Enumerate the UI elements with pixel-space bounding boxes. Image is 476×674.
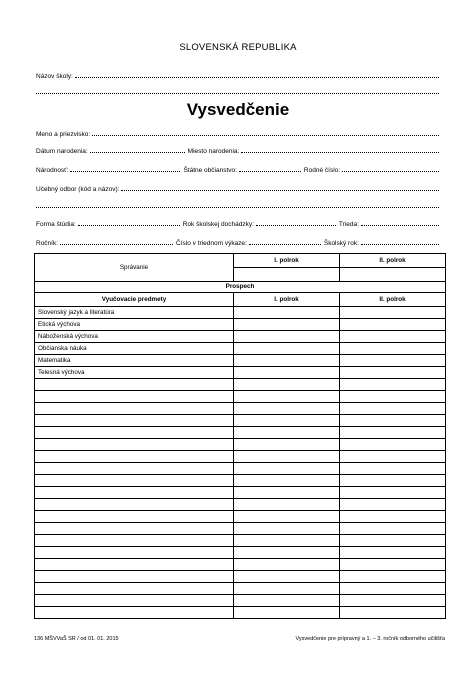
subject-first-half-grade[interactable] bbox=[234, 475, 340, 487]
subject-second-half-grade[interactable] bbox=[340, 343, 446, 355]
subject-name[interactable] bbox=[35, 535, 234, 547]
subject-first-half-grade[interactable] bbox=[234, 511, 340, 523]
subject-row bbox=[35, 547, 446, 559]
subject-name[interactable]: Občianska náuka bbox=[35, 343, 234, 355]
attendance-year-line[interactable] bbox=[256, 220, 336, 226]
register-number-line[interactable] bbox=[249, 239, 321, 245]
subject-name[interactable] bbox=[35, 595, 234, 607]
subject-first-half-grade[interactable] bbox=[234, 463, 340, 475]
subject-first-half-grade[interactable] bbox=[234, 451, 340, 463]
subject-first-half-grade[interactable] bbox=[234, 523, 340, 535]
subject-name[interactable] bbox=[35, 463, 234, 475]
subjects-second-half-header: II. polrok bbox=[340, 293, 446, 307]
name-line[interactable] bbox=[92, 130, 439, 136]
subject-row bbox=[35, 571, 446, 583]
subject-row bbox=[35, 343, 446, 355]
subject-name[interactable] bbox=[35, 451, 234, 463]
subject-second-half-grade[interactable] bbox=[340, 487, 446, 499]
progress-heading: Prospech bbox=[35, 282, 446, 293]
subject-first-half-grade[interactable] bbox=[234, 307, 340, 319]
subject-name[interactable] bbox=[35, 427, 234, 439]
subject-row bbox=[35, 487, 446, 499]
birth-place-label: Miesto narodenia: bbox=[187, 148, 240, 155]
subject-row bbox=[35, 379, 446, 391]
subjects-first-half-header: I. polrok bbox=[234, 293, 340, 307]
subject-second-half-grade[interactable] bbox=[340, 427, 446, 439]
subject-row bbox=[35, 367, 446, 379]
subject-row bbox=[35, 607, 446, 619]
subject-name[interactable] bbox=[35, 499, 234, 511]
behaviour-second-half-header: II. polrok bbox=[340, 254, 446, 268]
nationality-row bbox=[36, 162, 442, 174]
study-form-label: Forma štúdia: bbox=[36, 221, 76, 228]
subject-row bbox=[35, 355, 446, 367]
subject-second-half-grade[interactable] bbox=[340, 403, 446, 415]
subject-first-half-grade[interactable] bbox=[234, 583, 340, 595]
subject-second-half-grade[interactable] bbox=[340, 511, 446, 523]
birth-place-line[interactable] bbox=[241, 147, 439, 153]
school-name-field-continued[interactable] bbox=[36, 84, 442, 96]
subject-row bbox=[35, 307, 446, 319]
register-number-label: Číslo v triednom výkaze: bbox=[176, 240, 247, 247]
subject-first-half-grade[interactable] bbox=[234, 439, 340, 451]
subject-name[interactable]: Telesná výchova bbox=[35, 367, 234, 379]
progress-spacer-row bbox=[35, 282, 446, 293]
subject-second-half-grade[interactable] bbox=[340, 367, 446, 379]
subject-second-half-grade[interactable] bbox=[340, 319, 446, 331]
subject-name[interactable]: Etická výchova bbox=[35, 319, 234, 331]
behaviour-first-half-header: I. polrok bbox=[234, 254, 340, 268]
birth-date-label: Dátum narodenia: bbox=[36, 148, 88, 155]
school-name-line[interactable] bbox=[75, 72, 439, 78]
subject-second-half-grade[interactable] bbox=[340, 415, 446, 427]
school-year-label: Školský rok: bbox=[323, 240, 359, 247]
subject-first-half-grade[interactable] bbox=[234, 319, 340, 331]
subject-name[interactable] bbox=[35, 439, 234, 451]
field-of-study-line-2[interactable] bbox=[36, 202, 439, 208]
subject-first-half-grade[interactable] bbox=[234, 595, 340, 607]
subjects-header-row bbox=[35, 293, 446, 307]
subject-first-half-grade[interactable] bbox=[234, 367, 340, 379]
birth-number-label: Rodné číslo: bbox=[303, 167, 341, 174]
subject-row bbox=[35, 427, 446, 439]
country-heading: SLOVENSKÁ REPUBLIKA bbox=[179, 42, 297, 53]
subject-row bbox=[35, 391, 446, 403]
subject-first-half-grade[interactable] bbox=[234, 559, 340, 571]
subject-first-half-grade[interactable] bbox=[234, 331, 340, 343]
subject-row bbox=[35, 403, 446, 415]
subject-first-half-grade[interactable] bbox=[234, 571, 340, 583]
subject-second-half-grade[interactable] bbox=[340, 307, 446, 319]
subject-second-half-grade[interactable] bbox=[340, 499, 446, 511]
subject-row bbox=[35, 535, 446, 547]
subject-name[interactable] bbox=[35, 487, 234, 499]
behaviour-header-row bbox=[35, 254, 446, 268]
citizenship-line[interactable] bbox=[239, 166, 301, 172]
nationality-line[interactable] bbox=[70, 166, 180, 172]
subjects-header: Vyučovacie predmety bbox=[35, 293, 234, 307]
subject-second-half-grade[interactable] bbox=[340, 523, 446, 535]
behaviour-second-half-cell[interactable] bbox=[340, 268, 446, 282]
subject-second-half-grade[interactable] bbox=[340, 355, 446, 367]
birth-date-line[interactable] bbox=[90, 147, 185, 153]
document-title: Vysvedčenie bbox=[186, 100, 290, 119]
subject-first-half-grade[interactable] bbox=[234, 391, 340, 403]
subject-first-half-grade[interactable] bbox=[234, 415, 340, 427]
subject-first-half-grade[interactable] bbox=[234, 607, 340, 619]
field-of-study-field-continued[interactable] bbox=[36, 198, 442, 210]
subject-second-half-grade[interactable] bbox=[340, 439, 446, 451]
subject-name[interactable] bbox=[35, 379, 234, 391]
subject-row bbox=[35, 463, 446, 475]
behaviour-label: Správanie bbox=[35, 254, 234, 282]
subject-second-half-grade[interactable] bbox=[340, 535, 446, 547]
footer-form-description: Vysvedčenie pre prípravný a 1. – 3. ročník odborného učilišťa bbox=[295, 636, 445, 642]
subject-name[interactable] bbox=[35, 391, 234, 403]
subject-second-half-grade[interactable] bbox=[340, 391, 446, 403]
field-of-study-label: Učebný odbor (kód a názov): bbox=[36, 186, 120, 193]
subject-row bbox=[35, 595, 446, 607]
subject-name[interactable] bbox=[35, 547, 234, 559]
subject-name[interactable]: Náboženská výchova bbox=[35, 331, 234, 343]
subject-row bbox=[35, 499, 446, 511]
subject-first-half-grade[interactable] bbox=[234, 343, 340, 355]
birth-number-line[interactable] bbox=[342, 166, 439, 172]
behaviour-first-half-cell[interactable] bbox=[234, 268, 340, 282]
subject-second-half-grade[interactable] bbox=[340, 451, 446, 463]
subject-first-half-grade[interactable] bbox=[234, 355, 340, 367]
subject-name[interactable] bbox=[35, 403, 234, 415]
subject-row bbox=[35, 583, 446, 595]
nationality-label: Národnosť: bbox=[36, 167, 69, 174]
subject-first-half-grade[interactable] bbox=[234, 499, 340, 511]
subject-row bbox=[35, 415, 446, 427]
subject-first-half-grade[interactable] bbox=[234, 403, 340, 415]
field-of-study-field[interactable] bbox=[36, 181, 442, 193]
subject-first-half-grade[interactable] bbox=[234, 379, 340, 391]
subject-first-half-grade[interactable] bbox=[234, 535, 340, 547]
subject-second-half-grade[interactable] bbox=[340, 595, 446, 607]
grade-line[interactable] bbox=[60, 239, 173, 245]
subject-name[interactable] bbox=[35, 571, 234, 583]
grade-label: Ročník: bbox=[36, 240, 59, 247]
subject-name[interactable] bbox=[35, 523, 234, 535]
subject-second-half-grade[interactable] bbox=[340, 559, 446, 571]
subject-second-half-grade[interactable] bbox=[340, 379, 446, 391]
subject-second-half-grade[interactable] bbox=[340, 331, 446, 343]
subject-first-half-grade[interactable] bbox=[234, 547, 340, 559]
grade-row bbox=[36, 235, 442, 247]
class-label: Trieda: bbox=[338, 221, 359, 228]
study-form-line[interactable] bbox=[78, 220, 180, 226]
study-form-row bbox=[36, 216, 442, 228]
school-name-label: Názov školy: bbox=[36, 73, 73, 80]
subject-first-half-grade[interactable] bbox=[234, 487, 340, 499]
field-of-study-line[interactable] bbox=[121, 185, 439, 191]
citizenship-label: Štátne občianstvo: bbox=[183, 167, 237, 174]
subject-row bbox=[35, 451, 446, 463]
subject-first-half-grade[interactable] bbox=[234, 427, 340, 439]
subject-row bbox=[35, 331, 446, 343]
subject-row bbox=[35, 523, 446, 535]
subject-name[interactable]: Slovenský jazyk a literatúra bbox=[35, 307, 234, 319]
subject-name[interactable] bbox=[35, 607, 234, 619]
name-label: Meno a priezvisko: bbox=[36, 131, 91, 138]
subject-name[interactable] bbox=[35, 583, 234, 595]
subject-row bbox=[35, 511, 446, 523]
school-name-line-2[interactable] bbox=[36, 88, 439, 94]
attendance-year-label: Rok školskej dochádzky: bbox=[182, 221, 254, 228]
subject-second-half-grade[interactable] bbox=[340, 475, 446, 487]
subject-row bbox=[35, 319, 446, 331]
subject-second-half-grade[interactable] bbox=[340, 607, 446, 619]
footer-form-code: 136 MŠVVaŠ SR / od 01. 01. 2015 bbox=[34, 636, 119, 642]
subject-name[interactable]: Matematika bbox=[35, 355, 234, 367]
subject-name[interactable] bbox=[35, 415, 234, 427]
subject-second-half-grade[interactable] bbox=[340, 463, 446, 475]
class-line[interactable] bbox=[361, 220, 439, 226]
name-field[interactable] bbox=[36, 126, 442, 138]
subject-second-half-grade[interactable] bbox=[340, 583, 446, 595]
subject-row bbox=[35, 475, 446, 487]
subject-name[interactable] bbox=[35, 511, 234, 523]
subject-name[interactable] bbox=[35, 559, 234, 571]
school-year-line[interactable] bbox=[361, 239, 439, 245]
grades-table bbox=[34, 253, 446, 619]
subject-second-half-grade[interactable] bbox=[340, 571, 446, 583]
birth-row bbox=[36, 143, 442, 155]
subject-row bbox=[35, 439, 446, 451]
subject-name[interactable] bbox=[35, 475, 234, 487]
subject-second-half-grade[interactable] bbox=[340, 547, 446, 559]
school-name-field[interactable] bbox=[36, 68, 442, 80]
subject-row bbox=[35, 559, 446, 571]
